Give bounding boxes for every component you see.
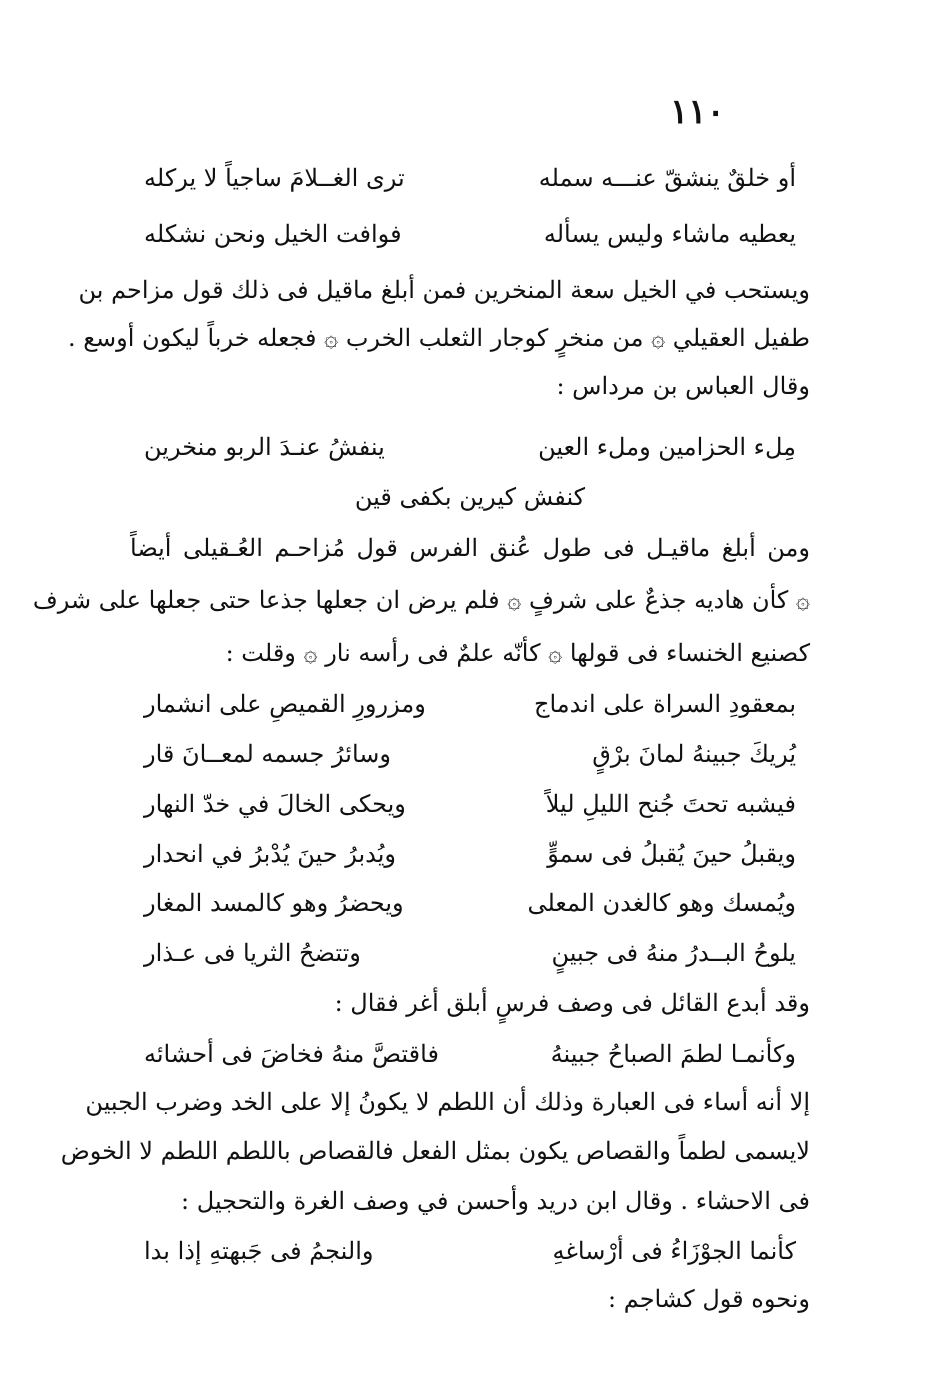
verse-line — [130, 684, 810, 724]
verse-right-hemistich: فيشبه تحتَ جُنح الليلِ ليلاً — [545, 790, 796, 818]
prose-line: وقد أبدع القائل فى وصف فرسٍ أبلق أغر فقال : — [334, 989, 810, 1017]
verse-left-hemistich: وتتضحُ الثريا فى عـذار — [144, 939, 361, 967]
verse-right-hemistich: ويُمسك وهو كالغدن المعلى — [527, 889, 796, 917]
verse-left-hemistich: ينفشُ عنـدَ الربو منخرين — [144, 433, 385, 461]
verse-line — [130, 784, 810, 824]
verse-left-hemistich: ومزرورِ القميصِ على انشمار — [144, 690, 426, 718]
verse-line — [130, 834, 810, 874]
verse-left-hemistich: ترى الغــلامَ ساجياً لا يركله — [144, 164, 405, 192]
prose-line: ونحوه قول كشاجم : — [608, 1285, 810, 1313]
verse-right-hemistich: ويقبلُ حينَ يُقبلُ فى سموٍّ — [547, 840, 796, 868]
verse-right-hemistich: أو خلقٌ ينشقّ عنـــه سمله — [538, 164, 796, 192]
verse-line — [130, 883, 810, 923]
prose-line: لايسمى لطماً والقصاص يكون بمثل الفعل فالقصاص باللطم اللطم لا الخوض — [60, 1137, 810, 1165]
verse-line — [130, 214, 810, 254]
verse-right-hemistich: مِلء الحزامين وملء العين — [538, 433, 796, 461]
prose-line: طفيل العقيلي ۞ من منخرٍ كوجار الثعلب الخرب ۞ فجعله خرباً ليكون أوسع . — [67, 324, 810, 352]
verse-left-hemistich: ويحكى الخالَ في خدّ النهار — [144, 790, 406, 818]
prose-line: فى الاحشاء . وقال ابن دريد وأحسن في وصف الغرة والتحجيل : — [181, 1187, 810, 1215]
verse-right-hemistich: يعطيه ماشاء وليس يسأله — [543, 220, 796, 248]
verse-right-hemistich: يلوحُ البــدرُ منهُ فى جبينٍ — [551, 939, 796, 967]
prose-line: وقال العباس بن مرداس : — [556, 372, 810, 400]
page-number: ١١٠ — [670, 92, 725, 132]
verse-line — [130, 427, 810, 467]
verse-right-hemistich: كأنما الجوْزَاءُ فى أرْساغهِ — [552, 1237, 796, 1265]
prose-line: ويستحب في الخيل سعة المنخرين فمن أبلغ ماقيل فى ذلك قول مزاحم بن — [78, 276, 810, 304]
verse-right-hemistich: بمعقودِ السراة على اندماج — [534, 690, 796, 718]
prose-line: إلا أنه أساء فى العبارة وذلك أن اللطم لا يكونُ إلا على الخد وضرب الجبين — [85, 1088, 810, 1116]
prose-line: ۞ كأن هاديه جذعٌ على شرفٍ ۞ فلم يرض ان جعلها جذعا حتى جعلها على شرف — [32, 586, 810, 614]
verse-left-hemistich: ويُدبرُ حينَ يُدْبرُ في انحدار — [144, 840, 397, 868]
verse-right-hemistich: وكأنمـا لطمَ الصباحُ جبينهُ — [550, 1040, 796, 1068]
verse-line — [130, 933, 810, 973]
prose-line: ومن أبلغ ماقيـل فى طول عُنق الفرس قول مُزاحـم العُـقيلى أيضاً — [130, 534, 810, 562]
verse-left-hemistich: فاقتصَّ منهُ فخاضَ فى أحشائه — [144, 1040, 439, 1068]
verse-left-hemistich: والنجمُ فى جَبهتهِ إذا بدا — [144, 1237, 374, 1265]
verse-line — [130, 1231, 810, 1271]
prose-line: كصنيع الخنساء فى قولها ۞ كأنّه علمٌ فى رأسه نار ۞ وقلت : — [225, 639, 810, 667]
verse-line — [130, 1034, 810, 1074]
verse-line — [130, 734, 810, 774]
verse-line — [130, 158, 810, 198]
verse-left-hemistich: ويحضرُ وهو كالمسد المغار — [144, 889, 404, 917]
verse-right-hemistich: يُريكَ جبينهُ لمانَ برْقٍ — [592, 740, 796, 768]
verse-centered-line: كنفش كيرين بكفى قين — [354, 483, 586, 511]
verse-left-hemistich: فوافت الخيل ونحن نشكله — [144, 220, 402, 248]
verse-left-hemistich: وسائرُ جسمه لمعــانَ قار — [144, 740, 391, 768]
